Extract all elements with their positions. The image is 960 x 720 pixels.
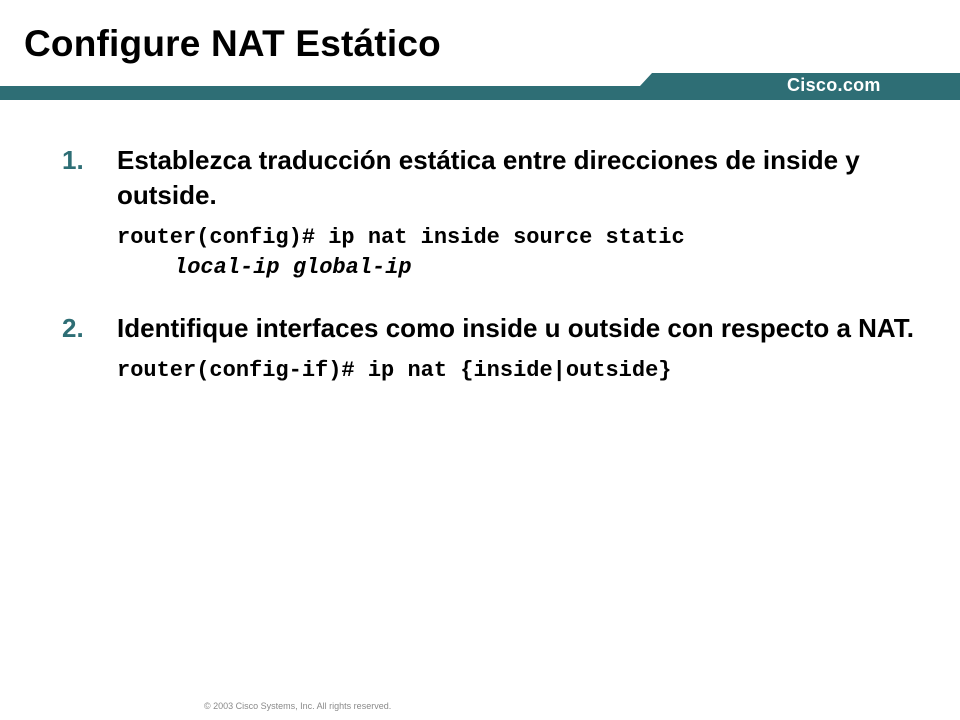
step-2-command: router(config-if)# ip nat {inside|outside} bbox=[117, 358, 672, 383]
copyright-footer: © 2003 Cisco Systems, Inc. All rights reserved. bbox=[204, 701, 392, 711]
step-1-text: Establezca traducción estática entre direcciones de inside y outside. bbox=[117, 145, 860, 210]
step-2-text: Identifique interfaces como inside u outside con respecto a NAT. bbox=[117, 313, 914, 343]
step-1 bbox=[62, 143, 932, 283]
step-1-command: router(config)# ip nat inside source static bbox=[117, 225, 685, 250]
step-1-heading bbox=[62, 143, 932, 213]
step-1-command-block bbox=[117, 223, 932, 283]
slide-title: Configure NAT Estático bbox=[24, 23, 441, 64]
step-2-command-block bbox=[117, 356, 932, 386]
step-2-heading bbox=[62, 311, 932, 346]
step-1-number: 1. bbox=[62, 145, 84, 175]
step-1-command-args: local-ip global-ip bbox=[174, 255, 412, 280]
step-2-number: 2. bbox=[62, 313, 84, 343]
step-2 bbox=[62, 311, 932, 386]
cisco-brand-logo: Cisco.com bbox=[787, 75, 881, 95]
